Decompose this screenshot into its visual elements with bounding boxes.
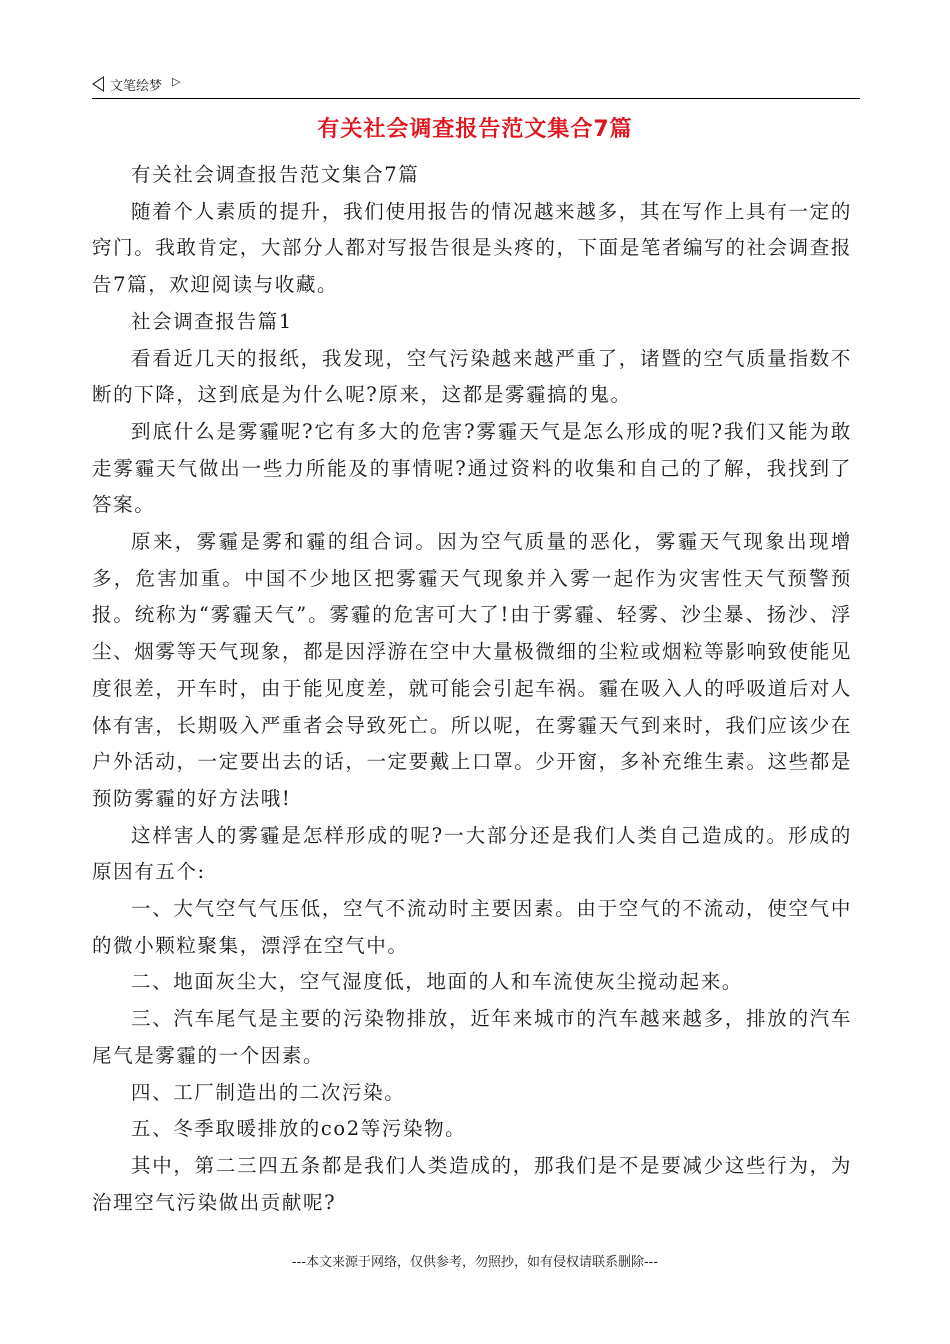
paragraph: 这样害人的雾霾是怎样形成的呢?一大部分还是我们人类自己造成的。形成的原因有五个: [92,823,852,884]
paragraph: 其中，第二三四五条都是我们人类造成的，那我们是不是要减少这些行为，为治理空气污染做出贡献呢? [92,1153,852,1214]
list-item: 五、冬季取暖排放的co2等污染物。 [131,1117,467,1141]
list-item: 四、工厂制造出的二次污染。 [131,1080,406,1104]
section-heading: 社会调查报告篇1 [131,309,293,333]
list-item: 三、汽车尾气是主要的污染物排放，近年来城市的汽车越来越多，排放的汽车尾气是雾霾的一个因素。 [92,1007,852,1067]
document-title: 有关社会调查报告范文集合7篇 [317,117,633,142]
paragraph: 看看近几天的报纸，我发现，空气污染越来越严重了，诸暨的空气质量指数不断的下降，这到底是为什么呢?原来，这都是雾霾搞的鬼。 [92,346,852,407]
triangle-left-icon [92,76,104,92]
document-body [92,157,852,1221]
header-brand: 文笔绘梦 [110,78,163,94]
paragraph: 有关社会调查报告范文集合7篇 [131,163,420,186]
paragraph: 原来，雾霾是雾和霾的组合词。因为空气质量的恶化，雾霾天气现象出现增多，危害加重。中国不少地区把雾霾天气现象并入雾一起作为灾害性天气预警预报。统称为“雾霾天气”。雾霾的危害可大了!由于雾霾、轻雾、沙尘暴、扬沙、浮尘、烟雾等天气现象，都是因浮游在空中大量极微细的尘粒或烟粒等影响致使能见度很差，开车时，由于能见度差，就可能会引起车祸。霾在吸入人的呼吸道后对人体有害，长期吸入严重者会导致死亡。所以呢，在雾霾天气到来时，我们应该少在户外活动，一定要出去的话，一定要戴上口罩。少开窗，多补充维生素。这些都是预防雾霾的好方法哦! [92,530,852,810]
paragraph: 随着个人素质的提升，我们使用报告的情况越来越多，其在写作上具有一定的窍门。我敢肯定，大部分人都对写报告很是头疼的，下面是笔者编写的社会调查报告7篇，欢迎阅读与收藏。 [92,199,852,297]
triangle-right-icon: ▷ [172,74,181,88]
page-footer: ---本文来源于网络，仅供参考，勿照抄，如有侵权请联系删除--- [291,1255,659,1270]
list-item: 二、地面灰尘大，空气湿度低，地面的人和车流使灰尘搅动起来。 [131,970,743,994]
list-item: 一、大气空气气压低，空气不流动时主要因素。由于空气的不流动，使空气中的微小颗粒聚集，漂浮在空气中。 [92,897,852,957]
paragraph: 到底什么是雾霾呢?它有多大的危害?雾霾天气是怎么形成的呢?我们又能为敢走雾霾天气做出一些力所能及的事情呢?通过资料的收集和自己的了解，我找到了答案。 [92,419,852,517]
page-header [92,70,860,99]
